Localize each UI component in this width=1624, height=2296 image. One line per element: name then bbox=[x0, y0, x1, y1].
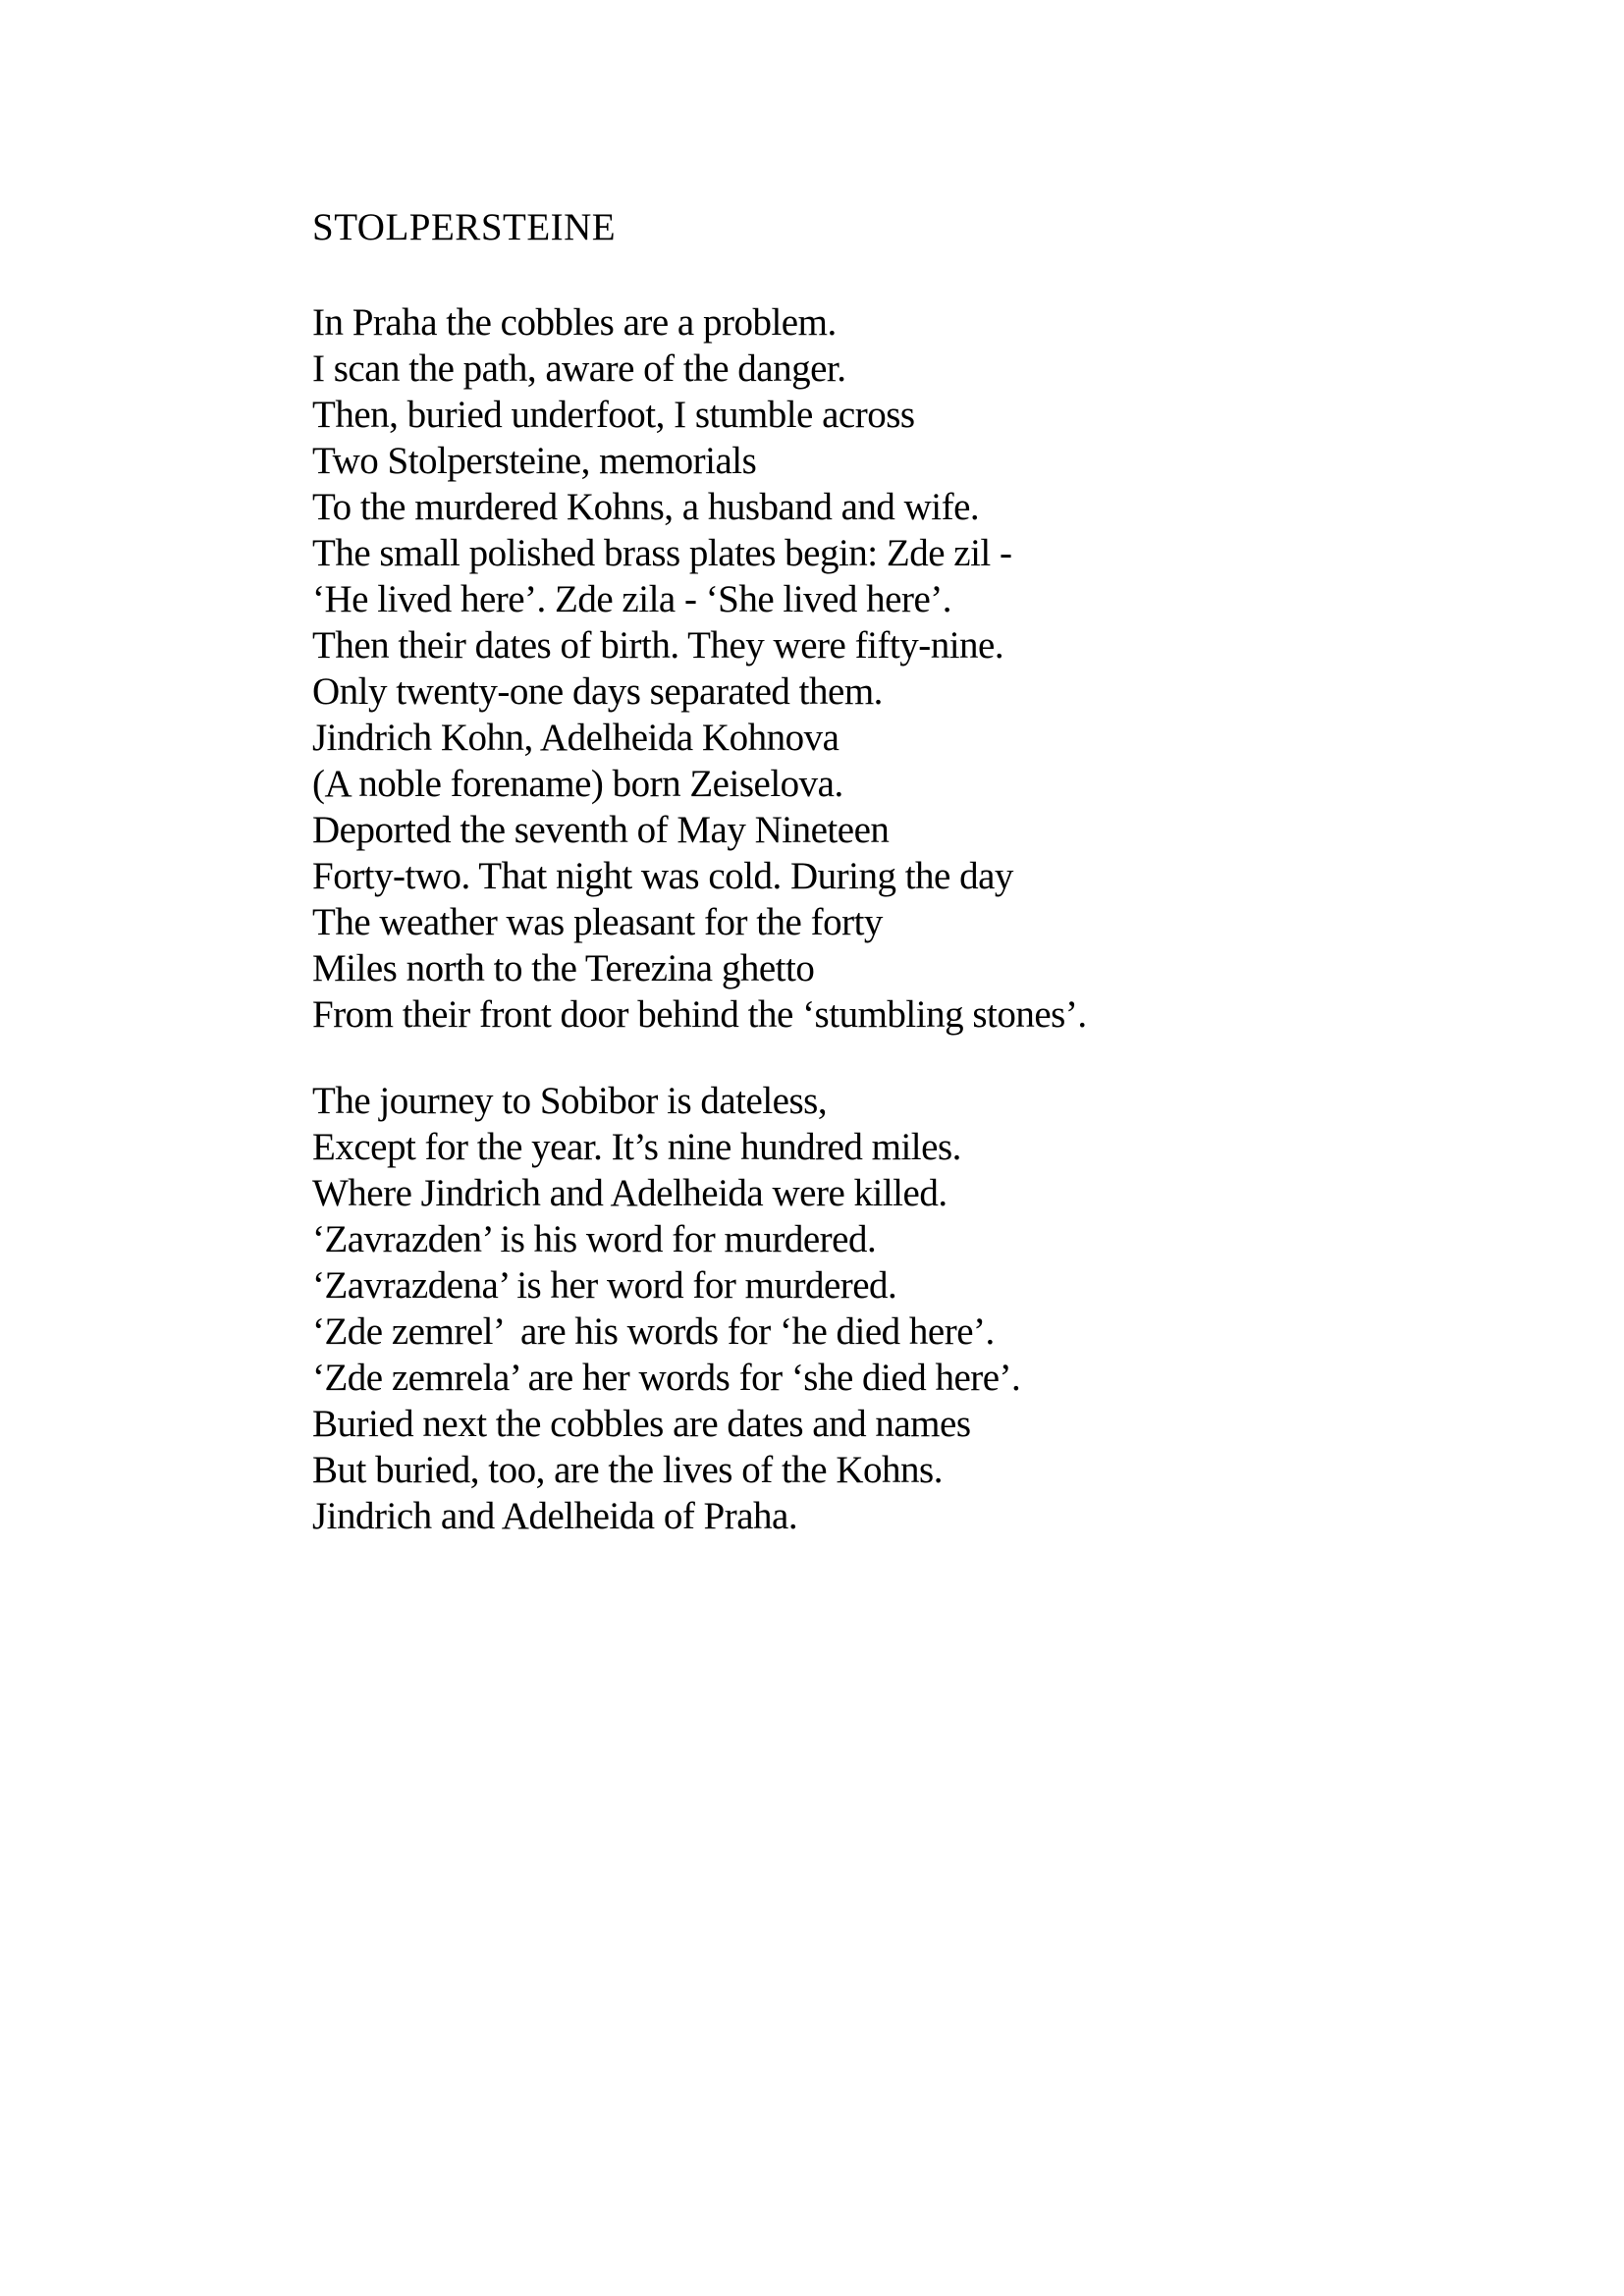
poem-line: The weather was pleasant for the forty bbox=[312, 901, 883, 943]
poem-line: Jindrich and Adelheida of Praha. bbox=[312, 1495, 798, 1537]
poem-line: Then their dates of birth. They were fifty-nine. bbox=[312, 624, 1004, 667]
poem-line: The small polished brass plates begin: Zde zil - bbox=[312, 532, 1012, 574]
poem-line: Only twenty-one days separated them. bbox=[312, 670, 883, 713]
poem-line: Except for the year. It’s nine hundred miles. bbox=[312, 1126, 961, 1168]
poem-line: Buried next the cobbles are dates and names bbox=[312, 1403, 971, 1445]
poem-line: I scan the path, aware of the danger. bbox=[312, 347, 846, 390]
poem-content bbox=[312, 204, 1392, 1539]
poem-line: (A noble forename) born Zeiselova. bbox=[312, 763, 843, 805]
poem-line: Two Stolpersteine, memorials bbox=[312, 440, 757, 482]
poem-line: ‘Zde zemrel’ are his words for ‘he died here’. bbox=[312, 1310, 995, 1353]
poem-stanza-1 bbox=[312, 299, 1392, 1038]
poem-line: ‘Zde zemrela’ are her words for ‘she died here’. bbox=[312, 1357, 1021, 1399]
poem-line: ‘Zavrazden’ is his word for murdered. bbox=[312, 1218, 877, 1260]
poem-line: Forty-two. That night was cold. During the day bbox=[312, 855, 1013, 897]
poem-line: The journey to Sobibor is dateless, bbox=[312, 1080, 828, 1122]
poem-stanza-2 bbox=[312, 1078, 1392, 1539]
poem-line: In Praha the cobbles are a problem. bbox=[312, 301, 837, 344]
poem-line: Jindrich Kohn, Adelheida Kohnova bbox=[312, 717, 839, 759]
poem-line: Miles north to the Terezina ghetto bbox=[312, 947, 815, 989]
poem-title: STOLPERSTEINE bbox=[312, 206, 617, 248]
poem-line: Then, buried underfoot, I stumble across bbox=[312, 394, 915, 436]
poem-line: To the murdered Kohns, a husband and wife. bbox=[312, 486, 980, 528]
poem-line: ‘He lived here’. Zde zila - ‘She lived here’. bbox=[312, 578, 952, 620]
poem-line: But buried, too, are the lives of the Kohns. bbox=[312, 1449, 943, 1491]
poem-line: Deported the seventh of May Nineteen bbox=[312, 809, 890, 851]
poem-line: From their front door behind the ‘stumbling stones’. bbox=[312, 993, 1087, 1036]
poem-line: Where Jindrich and Adelheida were killed. bbox=[312, 1172, 947, 1214]
poem-line: ‘Zavrazdena’ is her word for murdered. bbox=[312, 1264, 897, 1307]
